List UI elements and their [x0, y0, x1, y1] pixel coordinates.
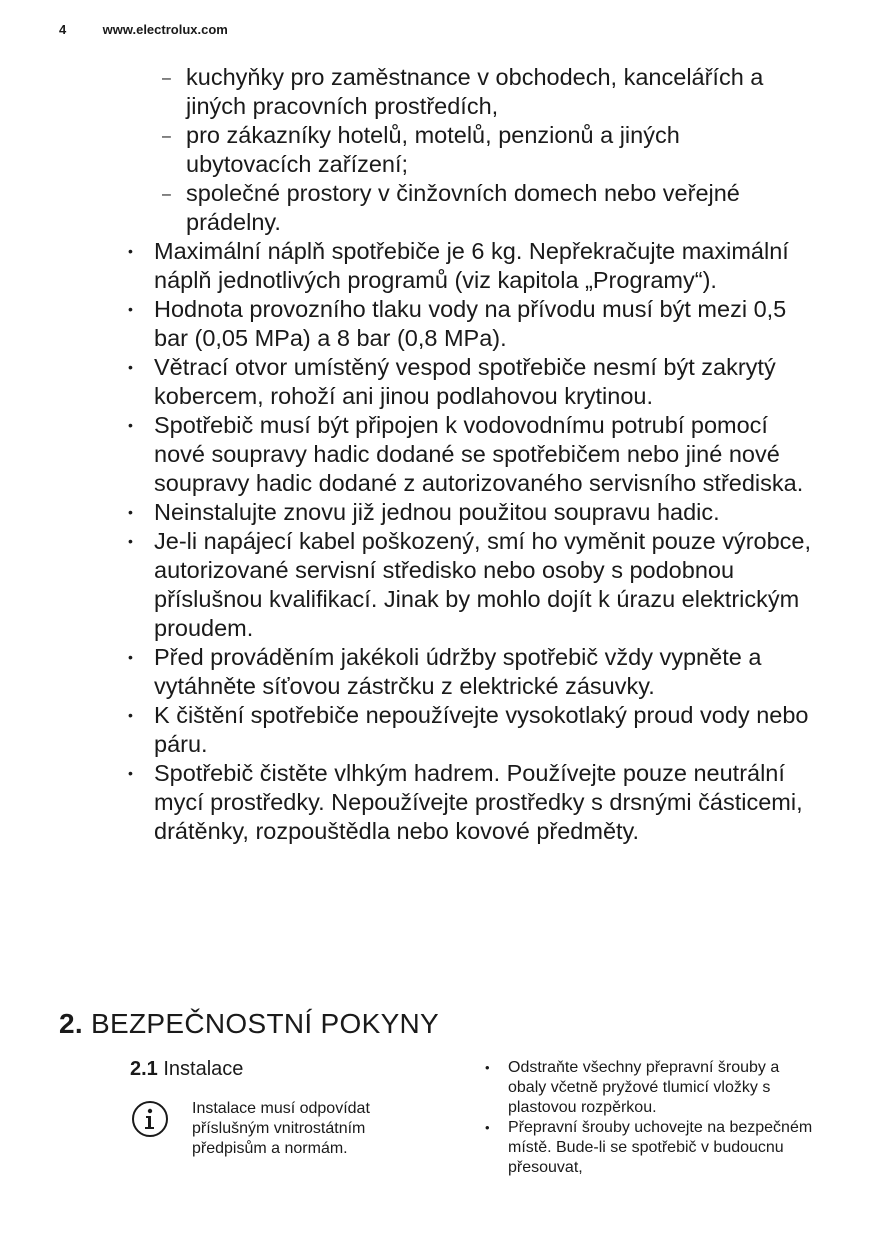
site-url[interactable]: www.electrolux.com — [102, 22, 228, 37]
bullet-item: • K čištění spotřebiče nepoužívejte vysokotlaký proud vody nebo páru. — [128, 701, 814, 759]
info-icon — [130, 1099, 170, 1139]
bullet-item: • Větrací otvor umístěný vespod spotřebiče nesmí být zakrytý kobercem, rohoží ani jinou podlahovou krytinou. — [128, 353, 814, 411]
sub-list — [0, 63, 874, 237]
section-number: 2. — [59, 1008, 83, 1039]
safety-bullet-list — [0, 237, 874, 846]
page-number: 4 — [59, 22, 67, 37]
info-note — [130, 1099, 430, 1159]
page-header — [59, 22, 228, 37]
bullet-item: • Hodnota provozního tlaku vody na přívodu musí být mezi 0,5 bar (0,05 MPa) a 8 bar (0,8 MPa). — [128, 295, 814, 353]
sub-list-item: – společné prostory v činžovních domech nebo veřejné prádelny. — [162, 179, 806, 237]
right-column — [485, 1058, 825, 1178]
installation-bullet-list — [485, 1058, 825, 1178]
bullet-item: • Neinstalujte znovu již jednou použitou soupravu hadic. — [128, 498, 814, 527]
info-note-text: Instalace musí odpovídat příslušným vnitrostátním předpisům a normám. — [192, 1100, 370, 1157]
subsection-heading — [130, 1058, 430, 1081]
sub-list-item: – kuchyňky pro zaměstnance v obchodech, kancelářích a jiných pracovních prostředích, — [162, 63, 806, 121]
section-heading — [59, 1008, 439, 1040]
main-content — [0, 63, 874, 846]
bullet-item: • Před prováděním jakékoli údržby spotřebič vždy vypněte a vytáhněte síťovou zástrčku z elektrické zásuvky. — [128, 643, 814, 701]
bullet-item: • Odstraňte všechny přepravní šrouby a obaly včetně pryžové tlumicí vložky s plastovou rozpěrkou. — [485, 1058, 818, 1118]
subsection-number: 2.1 — [130, 1058, 158, 1080]
bullet-item: • Je-li napájecí kabel poškozený, smí ho vyměnit pouze výrobce, autorizované servisní středisko nebo osoby s podobnou příslušnou kvalifikací. Jinak by mohlo dojít k úrazu elektrickým proudem. — [128, 527, 814, 643]
subsection-title: Instalace — [163, 1058, 244, 1080]
bullet-item: • Maximální náplň spotřebiče je 6 kg. Nepřekračujte maximální náplň jednotlivých programů (viz kapitola „Programy“). — [128, 237, 814, 295]
left-column — [130, 1058, 430, 1159]
bullet-item: • Spotřebič čistěte vlhkým hadrem. Používejte pouze neutrální mycí prostředky. Nepoužívejte prostředky s drsnými částicemi, drátěnky, rozpouštědla nebo kovové předměty. — [128, 759, 814, 846]
bullet-item: • Přepravní šrouby uchovejte na bezpečném místě. Bude-li se spotřebič v budoucnu přesouvat, — [485, 1118, 818, 1178]
sub-list-item: – pro zákazníky hotelů, motelů, penzionů a jiných ubytovacích zařízení; — [162, 121, 806, 179]
section-title: BEZPEČNOSTNÍ POKYNY — [91, 1008, 440, 1039]
bullet-item: • Spotřebič musí být připojen k vodovodnímu potrubí pomocí nové soupravy hadic dodané se spotřebičem nebo jiné nové soupravy hadic dodané z autorizovaného servisního střediska. — [128, 411, 814, 498]
